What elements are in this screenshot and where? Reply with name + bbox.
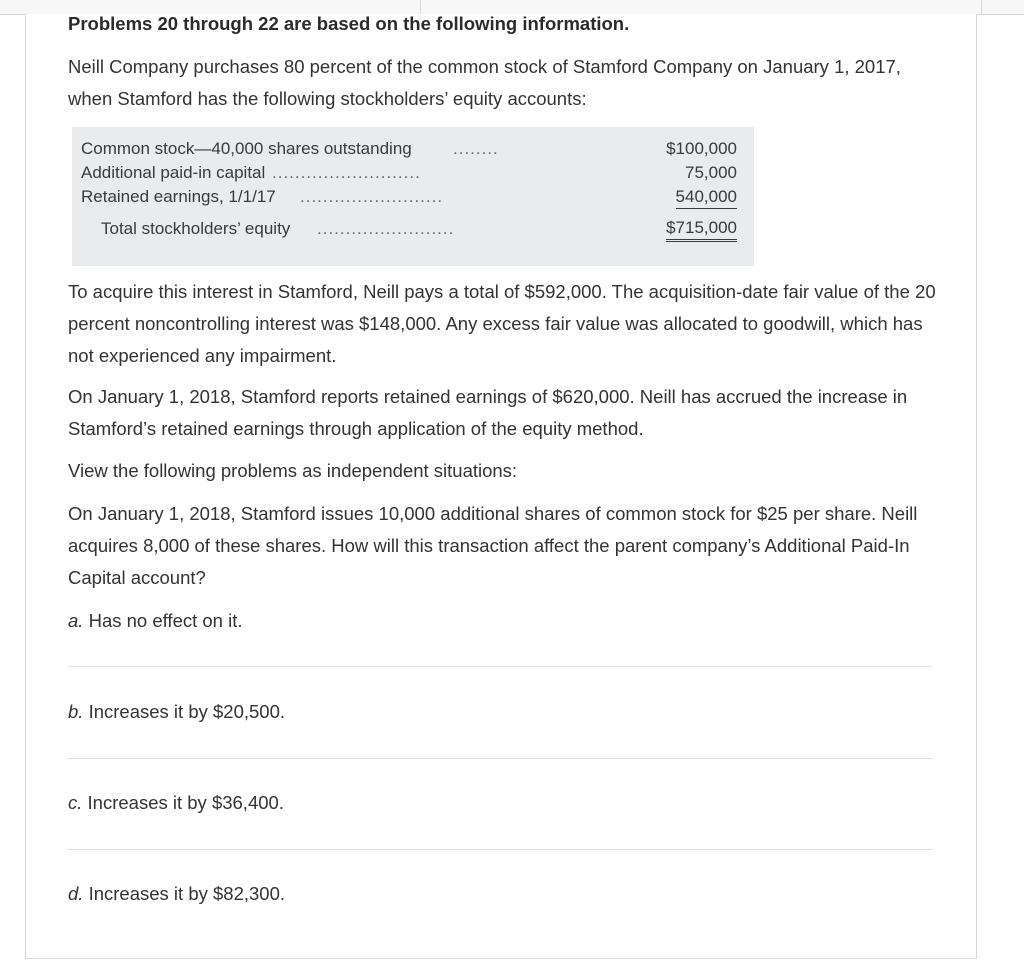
instructions-paragraph: View the following problems as independent situations: xyxy=(68,460,518,481)
option-divider xyxy=(68,758,932,759)
toolbar-segment xyxy=(421,0,982,14)
answer-option-d[interactable] xyxy=(68,883,285,905)
row-label: Total stockholders’ equity xyxy=(101,219,291,238)
option-divider xyxy=(68,666,932,667)
option-letter: b. xyxy=(68,701,84,722)
option-text: Has no effect on it. xyxy=(83,610,243,631)
toolbar-segment xyxy=(0,0,421,14)
retained-earnings-paragraph: On January 1, 2018, Stamford reports retained earnings of $620,000. Neill has accrued the increase in Stamford’s retained earnings through application of the equity method. xyxy=(68,386,908,439)
stockholders-equity-table xyxy=(72,127,754,266)
leader-dots: ......................... xyxy=(300,187,444,206)
option-text: Increases it by $36,400. xyxy=(82,792,284,813)
amount-retained-earnings: 540,000 xyxy=(676,186,737,209)
option-divider xyxy=(68,849,932,850)
answer-option-b[interactable] xyxy=(68,701,285,723)
row-label: Common stock—40,000 shares outstanding xyxy=(81,139,412,158)
problem-heading: Problems 20 through 22 are based on the following information. xyxy=(68,13,630,34)
option-letter: c. xyxy=(68,792,83,813)
amount-paid-in-capital: 75,000 xyxy=(685,163,737,182)
answer-option-c[interactable] xyxy=(68,792,284,814)
acquisition-paragraph: To acquire this interest in Stamford, Neill pays a total of $592,000. The acquisition-date fair value of the 20 percent noncontrolling interest was $148,000. Any excess fair value was allocated to goodwill, which has not experienced any impairment. xyxy=(68,281,936,366)
amount-common-stock: $100,000 xyxy=(666,139,737,158)
row-label: Additional paid-in capital xyxy=(81,163,266,182)
option-text: Increases it by $82,300. xyxy=(83,883,286,904)
option-text: Increases it by $20,500. xyxy=(83,701,286,722)
row-label: Retained earnings, 1/1/17 xyxy=(81,187,276,206)
option-letter: a. xyxy=(68,610,84,631)
option-letter: d. xyxy=(68,883,84,904)
amount-total-equity: $715,000 xyxy=(666,217,737,242)
intro-paragraph: Neill Company purchases 80 percent of the common stock of Stamford Company on January 1, 2017, when Stamford has the following stockholders’ equity accounts: xyxy=(68,56,901,109)
leader-dots: .......................... xyxy=(272,163,421,182)
leader-dots: ........ xyxy=(453,139,499,158)
leader-dots: ........................ xyxy=(317,219,455,238)
question-paragraph: On January 1, 2018, Stamford issues 10,000 additional shares of common stock for $25 per share. Neill acquires 8,000 of these shares. How will this transaction affect the parent company’s Additional Paid-In Capital account? xyxy=(68,503,918,588)
answer-option-a[interactable] xyxy=(68,610,243,632)
